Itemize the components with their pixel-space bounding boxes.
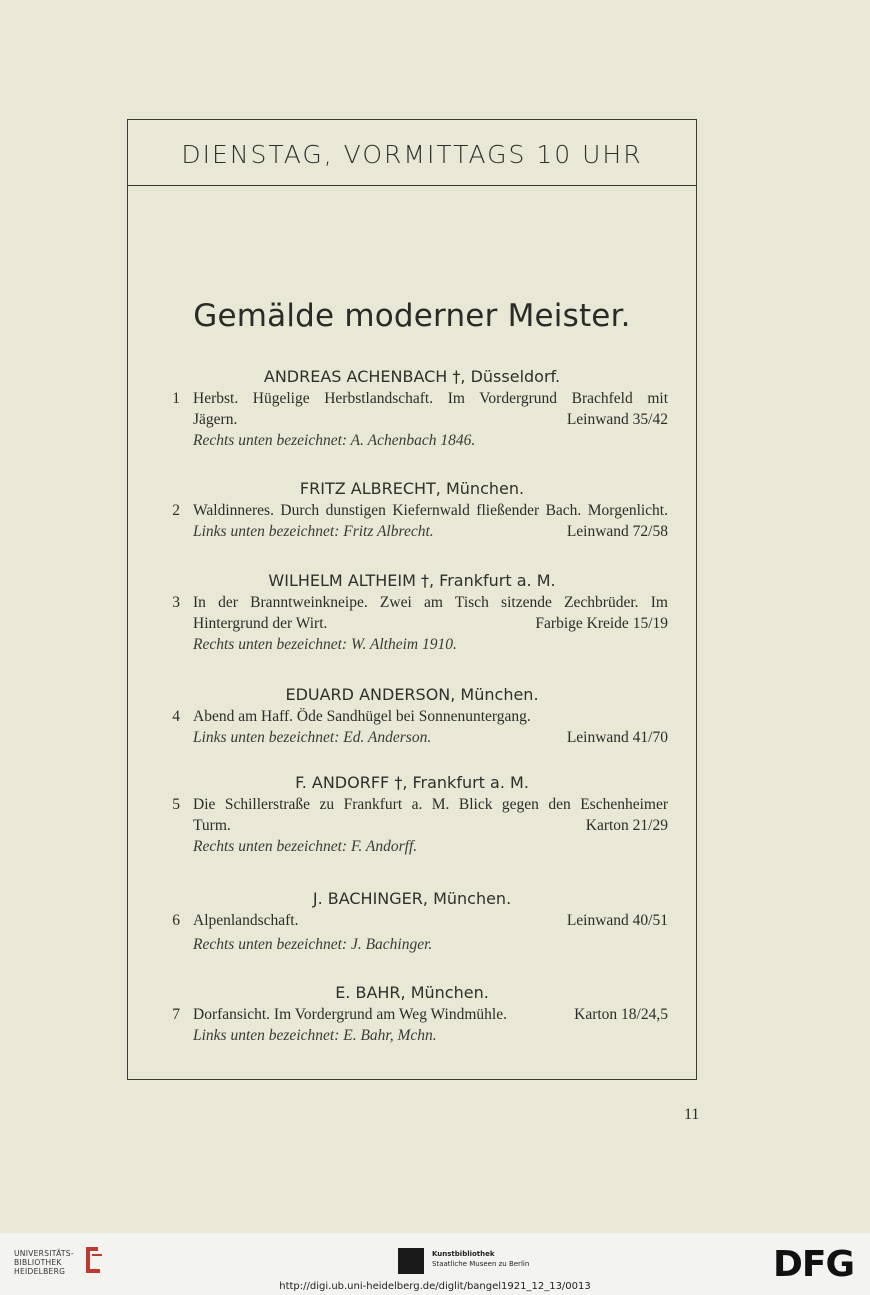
artist-name: FRITZ ALBRECHT, München. (299, 479, 525, 498)
lot-number: 4 (172, 708, 180, 725)
lot-medium: Leinwand 72/58 (566, 523, 668, 540)
section-title: Gemälde moderner Meister. (193, 298, 631, 334)
lot-signature: Rechts unten bezeichnet: J. Bachinger. (193, 936, 433, 953)
artist-name: EDUARD ANDERSON, München. (285, 685, 539, 704)
lot-description: Waldinneres. Durch dunstigen Kiefernwald fließender Bach. Morgenlicht. (193, 502, 668, 519)
catalog-entry-6 (128, 888, 696, 955)
university-crest-icon (82, 1243, 104, 1277)
artist-name: E. BAHR, München. (335, 983, 489, 1002)
lot-signature: Rechts unten bezeichnet: W. Altheim 1910. (193, 636, 457, 653)
permalink-url[interactable]: http://digi.ub.uni-heidelberg.de/diglit/bangel1921_12_13/0013 (279, 1281, 591, 1292)
page-number: 11 (684, 1106, 700, 1123)
lot-signature: Rechts unten bezeichnet: A. Achenbach 1846. (193, 432, 476, 449)
session-heading: DIENSTAG, VORMITTAGS 10 UHR (181, 140, 643, 169)
lot-description: Dorfansicht. Im Vordergrund am Weg Windmühle. (193, 1006, 507, 1023)
lot-medium: Leinwand 40/51 (566, 912, 668, 929)
lot-medium: Farbige Kreide 15/19 (535, 615, 668, 632)
lot-description: Herbst. Hügelige Herbstlandschaft. Im Vordergrund Brachfeld mit (193, 390, 668, 407)
catalog-entry-1 (128, 366, 696, 451)
lot-number: 3 (172, 594, 180, 611)
university-library-logo-text[interactable]: UNIVERSITÄTS- BIBLIOTHEK HEIDELBERG (14, 1249, 74, 1276)
kunstbibliothek-label: Kunstbibliothek Staatliche Museen zu Berlin (432, 1250, 530, 1268)
header-box (128, 120, 696, 186)
lot-number: 7 (172, 1006, 180, 1023)
artist-name: F. ANDORFF †, Frankfurt a. M. (295, 773, 529, 792)
lot-description: Alpenlandschaft. (193, 912, 299, 929)
lot-number: 5 (172, 796, 180, 813)
artist-name: WILHELM ALTHEIM †, Frankfurt a. M. (268, 571, 556, 590)
catalog-frame (127, 119, 697, 1080)
lot-signature: Links unten bezeichnet: Ed. Anderson. (193, 729, 432, 746)
lot-signature: Links unten bezeichnet: E. Bahr, Mchn. (193, 1027, 437, 1044)
catalog-entry-7 (128, 982, 696, 1046)
kunstbibliothek-logo-icon[interactable] (398, 1248, 424, 1274)
lot-signature: Links unten bezeichnet: Fritz Albrecht. (193, 523, 434, 540)
lot-medium: Leinwand 35/42 (566, 411, 668, 428)
lot-number: 1 (172, 390, 180, 407)
dfg-logo[interactable]: DFG (773, 1244, 855, 1285)
lot-medium: Karton 18/24,5 (574, 1006, 668, 1023)
lot-description: Die Schillerstraße zu Frankfurt a. M. Blick gegen den Eschenheimer (193, 796, 668, 813)
catalog-entry-3 (128, 570, 696, 655)
artist-name: J. BACHINGER, München. (312, 889, 512, 908)
lot-medium: Leinwand 41/70 (566, 729, 668, 746)
catalog-entry-5 (128, 772, 696, 857)
lot-medium: Karton 21/29 (585, 817, 668, 834)
lot-description: In der Branntweinkneipe. Zwei am Tisch sitzende Zechbrüder. Im (193, 594, 668, 611)
lot-description: Abend am Haff. Öde Sandhügel bei Sonnenuntergang. (193, 708, 531, 725)
lot-description-cont: Jägern. (193, 411, 238, 428)
viewer-footer (0, 1233, 870, 1295)
lot-signature: Rechts unten bezeichnet: F. Andorff. (193, 838, 418, 855)
lot-number: 6 (172, 912, 180, 929)
lot-number: 2 (172, 502, 180, 519)
artist-name: ANDREAS ACHENBACH †, Düsseldorf. (263, 367, 561, 386)
catalog-entry-4 (128, 684, 696, 748)
lot-description-cont: Hintergrund der Wirt. (193, 615, 328, 632)
catalog-entry-2 (128, 478, 696, 542)
lot-description-cont: Turm. (193, 817, 231, 834)
